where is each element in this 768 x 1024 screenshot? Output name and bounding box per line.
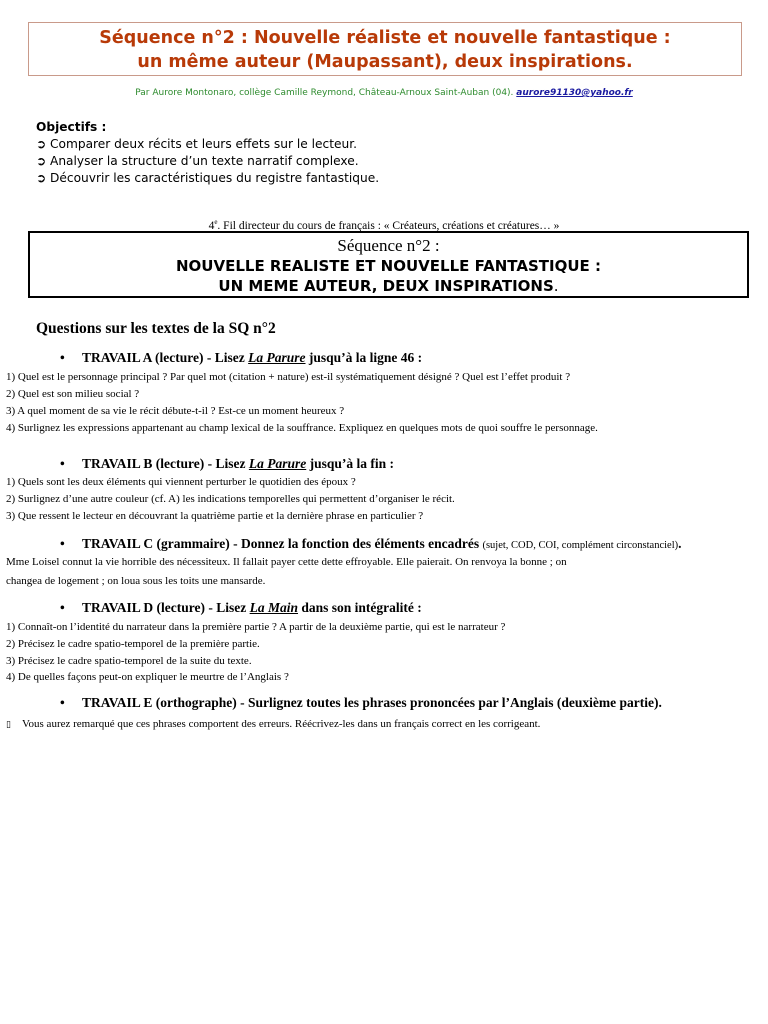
arrow-icon: ➲ — [36, 154, 47, 168]
grade: 4 — [208, 219, 215, 232]
work-title: La Main — [249, 600, 299, 615]
question: 3) A quel moment de sa vie le récit débute-t-il ? Est-ce un moment heureux ? — [6, 405, 345, 417]
objective-item: ➲ Découvrir les caractéristiques du registre fantastique. — [36, 171, 380, 185]
question: 1) Quels sont les deux éléments qui viennent perturber le quotidien des époux ? — [6, 476, 356, 488]
travail-e-heading: • TRAVAIL E (orthographe) - Surlignez toutes les phrases prononcées par l’Anglais (deuxième partie). — [60, 695, 662, 710]
question: 1) Connaît-on l’identité du narrateur dans la première partie ? A partir de la deuxième partie, qui est le narrateur ? — [6, 621, 506, 633]
question: 4) Surlignez les expressions appartenant au champ lexical de la souffrance. Expliquez en quelques mots de quoi souffre le personnage. — [6, 422, 598, 434]
sequence-line-2: UN MEME AUTEUR, DEUX INSPIRATIONS. — [218, 277, 559, 295]
question: 2) Surlignez d’une autre couleur (cf. A) les indications temporelles qui permettent d’organiser le récit. — [6, 493, 455, 505]
objective-item: ➲ Comparer deux récits et leurs effets sur le lecteur. — [36, 137, 358, 151]
questions-title: Questions sur les textes de la SQ n°2 — [36, 320, 276, 337]
travail-b-heading: • TRAVAIL B (lecture) - Lisez La Parure jusqu’à la fin : — [60, 456, 395, 471]
question: 3) Précisez le cadre spatio-temporel de la suite du texte. — [6, 655, 252, 667]
note: (sujet, COD, COI, complément circonstanciel) — [482, 540, 679, 551]
work-title: La Parure — [248, 456, 307, 471]
author-line — [0, 88, 768, 98]
course-line — [0, 218, 768, 232]
title-box — [28, 22, 742, 76]
box-icon: ▯ — [6, 720, 11, 730]
objectives — [36, 119, 379, 187]
question: 1) Quel est le personnage principal ? Par quel mot (citation + nature) est-il systématiquement désigné ? Quel est l’effet produit ? — [6, 371, 571, 383]
bullet: • — [60, 695, 65, 710]
grade-sup: e — [214, 218, 218, 226]
grammar-text-line: Mme Loisel connut la vie horrible des nécessiteux. Il fallait payer cette dette effroyable. Elle paierait. On renvoya la bonne ; on — [6, 556, 567, 568]
bullet: • — [60, 536, 65, 551]
question: 2) Précisez le cadre spatio-temporel de la première partie. — [6, 638, 260, 650]
question: 4) De quelles façons peut-on expliquer le meurtre de l’Anglais ? — [6, 671, 289, 683]
sequence-number: Séquence n°2 : — [337, 236, 440, 255]
work-title: La Parure — [248, 350, 306, 365]
title-line-2: un même auteur (Maupassant), deux inspirations. — [137, 52, 633, 72]
objectives-title: Objectifs : — [36, 120, 107, 134]
sequence-line-1: NOUVELLE REALISTE ET NOUVELLE FANTASTIQUE : — [176, 257, 601, 275]
instruction-line: ▯ Vous aurez remarqué que ces phrases comportent des erreurs. Réécrivez-les dans un français correct en les corrigeant. — [6, 718, 541, 730]
travail-c-heading: • TRAVAIL C (grammaire) - Donnez la fonction des éléments encadrés (sujet, COD, COI, complément circonstanciel). — [60, 536, 682, 551]
author-text: Par Aurore Montonaro, collège Camille Reymond, Château-Arnoux Saint-Auban (04). — [135, 88, 514, 98]
travail-d-heading: • TRAVAIL D (lecture) - Lisez La Main dans son intégralité : — [60, 600, 422, 615]
email-link[interactable]: aurore91130@yahoo.fr — [516, 88, 633, 98]
sequence-box — [28, 231, 749, 298]
question: 2) Quel est son milieu social ? — [6, 388, 140, 400]
title-line-1: Séquence n°2 : Nouvelle réaliste et nouvelle fantastique : — [99, 28, 671, 48]
objective-item: ➲ Analyser la structure d’un texte narratif complexe. — [36, 154, 359, 168]
course-text: . Fil directeur du cours de français : « Créateurs, créations et créatures… » — [217, 219, 560, 232]
question: 3) Que ressent le lecteur en découvrant la quatrième partie et la dernière phrase en particulier ? — [6, 510, 424, 522]
bullet: • — [60, 600, 65, 615]
grammar-text-line: changea de logement ; on loua sous les toits une mansarde. — [6, 575, 266, 587]
travail-a-heading: • TRAVAIL A (lecture) - Lisez La Parure jusqu’à la ligne 46 : — [60, 350, 423, 365]
arrow-icon: ➲ — [36, 137, 47, 151]
arrow-icon: ➲ — [36, 171, 47, 185]
bullet: • — [60, 350, 65, 365]
bullet: • — [60, 456, 65, 471]
